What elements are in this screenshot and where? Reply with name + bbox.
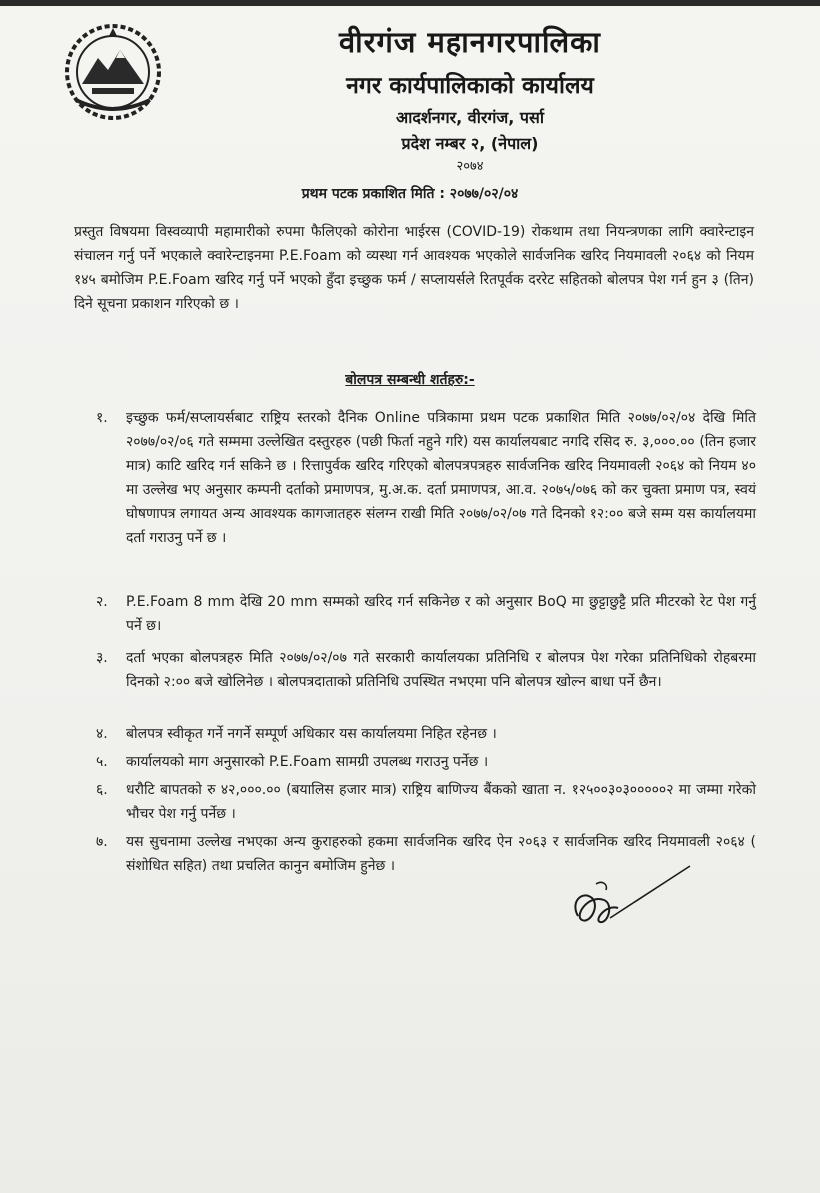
province-line: प्रदेश नम्बर २, (नेपाल): [401, 134, 539, 153]
municipality-emblem-icon: [58, 22, 168, 122]
condition-item: [0, 778, 820, 826]
condition-number: ४.: [96, 726, 108, 742]
office-name: नगर कार्यपालिकाको कार्यालय: [346, 73, 594, 99]
condition-text: कार्यालयको माग अनुसारको P.E.Foam सामग्री उपलब्ध गराउनु पर्नेछ ।: [126, 754, 489, 770]
condition-item: [0, 590, 820, 638]
condition-number: १.: [96, 410, 108, 426]
condition-item: [0, 646, 820, 694]
condition-text: बोलपत्र स्वीकृत गर्ने नगर्ने सम्पूर्ण अधिकार यस कार्यालयमा निहित रहेनछ ।: [126, 726, 497, 742]
condition-number: ५.: [96, 754, 108, 770]
intro-paragraph: प्रस्तुत विषयमा विस्वव्यापी महामारीको रुपमा फैलिएको कोरोना भाईरस (COVID-19) रोकथाम तथा नियन्त्रणका लागि क्वारेन्टाइन संचालन गर्नु पर्ने भएकाले क्वारेन्टाइनमा P.E.Foam को व्यस्था गर्न आवश्यक भएकोले सार्वजनिक खरिद नियमावली २०६४ को नियम १४५ बमोजिम P.E.Foam खरिद गर्नु पर्ने भएको हुँदा इच्छुक फर्म / सप्लायर्सले रितपूर्वक दररेट सहितको बोलपत्र पेश गर्न हुन ३ (तिन) दिने सूचना प्रकाशन गरिएको छ ।: [74, 224, 754, 312]
condition-text: धरौटि बापतको रु ४२,०००.०० (बयालिस हजार मात्र) राष्ट्रिय बाणिज्य बैंकको खाता न. १२५००३०३०००००२ मा जम्मा गरेको भौचर पेश गर्नु पर्नेछ ।: [126, 782, 756, 822]
org-name: वीरगंज महानगरपालिका: [339, 25, 601, 59]
address-line: आदर्शनगर, वीरगंज, पर्सा: [396, 108, 544, 127]
condition-text: दर्ता भएका बोलपत्रहरु मिति २०७७/०२/०७ गते सरकारी कार्यालयका प्रतिनिधि र बोलपत्र पेश गरेका प्रतिनिधिको रोहबरमा दिनको २:०० बजे खोलिनेछ । बोलपत्रदाताको प्रतिनिधि उपस्थित नभएमा पनि बोलपत्र खोल्न बाधा पर्ने छैन।: [126, 650, 756, 690]
condition-number: ७.: [96, 834, 108, 850]
year-line: २०७४: [456, 159, 484, 174]
publication-date: प्रथम पटक प्रकाशित मिति : २०७७/०२/०४: [301, 186, 519, 202]
condition-item: [0, 406, 820, 550]
condition-text: यस सुचनामा उल्लेख नभएका अन्य कुराहरुको हकमा सार्वजनिक खरिद ऐन २०६३ र सार्वजनिक खरिद नियमावली २०६४ ( संशोधित सहित) तथा प्रचलित कानुन बमोजिम हुनेछ ।: [126, 834, 756, 874]
condition-text: P.E.Foam 8 mm देखि 20 mm सम्मको खरिद गर्न सकिनेछ र को अनुसार BoQ मा छुट्टाछुट्टै प्रति मीटरको रेट पेश गर्नु पर्ने छ।: [126, 594, 756, 634]
signature: [560, 854, 700, 944]
notice-page: [0, 6, 820, 1193]
condition-number: २.: [96, 594, 108, 610]
condition-number: ३.: [96, 650, 108, 666]
condition-item: [0, 750, 820, 774]
conditions-heading: बोलपत्र सम्बन्धी शर्तहरु:-: [345, 372, 475, 388]
condition-number: ६.: [96, 782, 108, 798]
condition-text: इच्छुक फर्म/सप्लायर्सबाट राष्ट्रिय स्तरको दैनिक Online पत्रिकामा प्रथम पटक प्रकाशित मिति २०७७/०२/०४ देखि मिति २०७७/०२/०६ गते सम्ममा उल्लेखित दस्तुरहरु (पछी फिर्ता नहुने गरि) यस कार्यालयबाट नगदि रसिद रु. ३,०००.०० (तिन हजार मात्र) काटि खरिद गर्न सकिने छ । रित्तापुर्वक खरिद गरिएको बोलपत्रपत्रहरु सार्वजनिक खरिद नियमावली २०६४ को नियम ४० मा उल्लेख भए अनुसार कम्पनी दर्ताको प्रमाणपत्र, मु.अ.क. दर्ता प्रमाणपत्र, आ.व. २०७५/०७६ को कर चुक्ता प्रमाण पत्र, स्वयं घोषणापत्र लगायत अन्य आवश्यक कागजातहरु संलग्न राखी मिति २०७७/०२/०७ गते दिनको १२:०० बजे सम्म यस कार्यालयमा दर्ता गराउनु पर्ने छ ।: [126, 410, 756, 546]
condition-item: [0, 722, 820, 746]
